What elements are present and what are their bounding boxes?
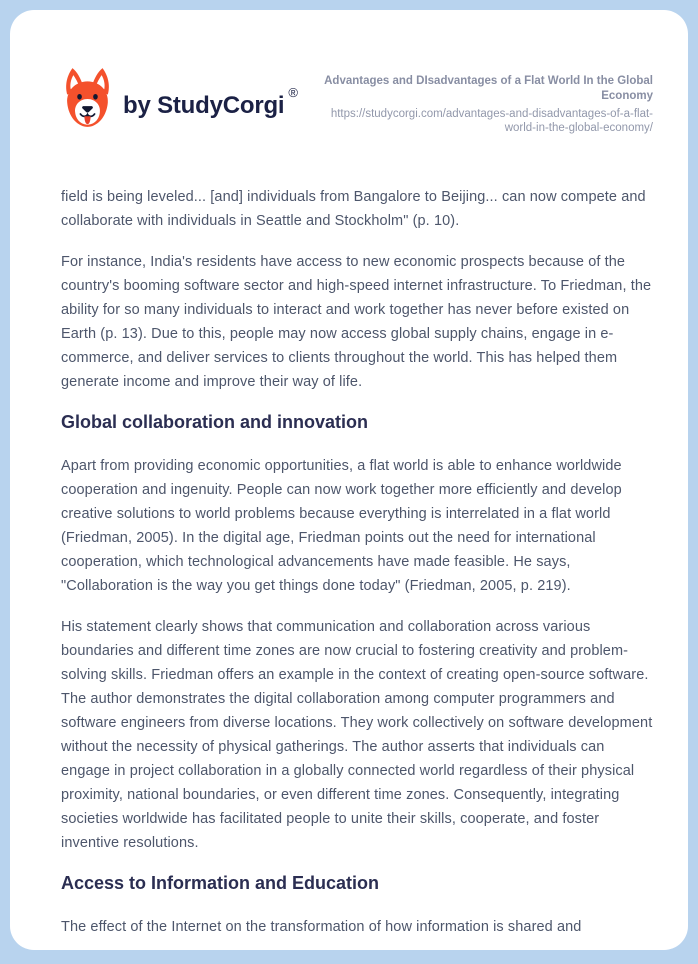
paragraph-collaboration-2: His statement clearly shows that communication and collaboration across various boundaries and different time zones are now crucial to fostering creativity and problem-solving skills. Friedman offers an example in the context of creating open-source software. The author demonstrates the digital collaboration among computer programmers and software engineers from diverse locations. They work collectively on software development without the necessity of physical gatherings. The author asserts that individuals can engage in project collaboration in a globally connected world regardless of their physical proximity, national boundaries, or even different time zones. Consequently, integrating societies worldwide has facilitated people to unite their skills, cooperate, and foster inventive resolutions. [61, 619, 653, 851]
document-meta [315, 67, 653, 135]
section-heading-access-to-information: Access to Information and Education [61, 873, 380, 893]
studycorgi-brand [61, 67, 298, 131]
document-title: Advantages and DIsadvantages of a Flat World In the Global Economy [324, 75, 653, 102]
section-heading-global-collaboration: Global collaboration and innovation [61, 412, 369, 432]
registered-trademark-icon: ® [288, 85, 298, 100]
paragraph-access-1: The effect of the Internet on the transformation of how information is shared and [61, 919, 582, 935]
paragraph-intro-1: field is being leveled... [and] individuals from Bangalore to Beijing... can now compete and collaborate with individuals in Seattle and Stockholm" (p. 10). [61, 189, 646, 229]
document-header [61, 67, 653, 135]
document-url: https://studycorgi.com/advantages-and-disadvantages-of-a-flat-world-in-the-global-economy/ [330, 108, 653, 134]
brand-name: by StudyCorgi ® [123, 85, 298, 119]
paragraph-collaboration-1: Apart from providing economic opportunities, a flat world is able to enhance worldwide cooperation and ingenuity. People can now work together more efficiently and develop creative solutions to world problems because everything is interrelated in a flat world (Friedman, 2005). In the digital age, Friedman points out the need for international cooperation, which technological advancements have made feasible. He says, "Collaboration is the way you get things done today" (Friedman, 2005, p. 219). [61, 458, 622, 594]
paragraph-intro-2: For instance, India's residents have access to new economic prospects because of the country's booming software sector and high-speed internet infrastructure. To Friedman, the ability for so many individuals to interact and work together has never before existed on Earth (p. 13). Due to this, people may now access global supply chains, engage in e-commerce, and deliver services to clients throughout the world. This has helped them generate income and improve their way of life. [61, 254, 652, 390]
article-body [61, 185, 653, 939]
document-card [10, 10, 688, 950]
corgi-logo-icon [61, 67, 114, 131]
